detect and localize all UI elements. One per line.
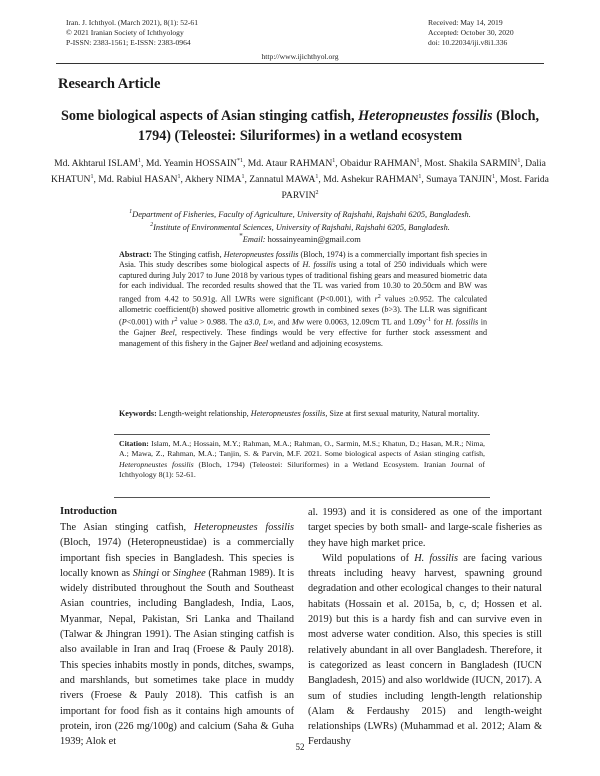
issn-line: P-ISSN: 2383-1561; E-ISSN: 2383-0964: [66, 38, 191, 47]
author: Akhery NIMA$^1$,: [184, 173, 250, 185]
section-heading-introduction: Introduction: [60, 506, 117, 517]
author: Zannatul MAWA$^1$,: [249, 173, 324, 185]
accepted-date: Accepted: October 30, 2020: [428, 28, 514, 37]
article-type: Research Article: [58, 76, 161, 92]
author: Md. Ashekur RAHMAN$^1$,: [323, 173, 427, 185]
author: Dalia KHATUN$^1$,: [51, 158, 546, 185]
title-species: Heteropneustes fossilis: [358, 108, 493, 124]
paragraph: al. 1993) and it is considered as one of the important target species by both small- and large-scale fisheries as they have high market price.: [308, 507, 542, 549]
author: Most. Farida PARVIN$^2$: [281, 173, 549, 201]
journal-header-right: [428, 18, 514, 48]
page-number: 52: [295, 742, 305, 752]
keywords: Keywords: Length-weight relationship, Heteropneustes fossilis, Size at first sexual maturity, Natural mortality.: [119, 409, 480, 418]
paragraph: The Asian stinging catfish, Heteropneustes fossilis (Bloch, 1974) (Heteropneustidae) is a commercially important fish species in Bangladesh. This species is locally known as Shingi or Singhee (Rahman 1989). It is widely distributed throughout the South and Southeast Asian countries, including Bangladesh, India, Laos, Myanmar, Nepal, Pakistan, Sri Lanka and Thailand (Talwar & Jhingran 1991). The Asian stinging catfish is also available in Iran and Iraq (Froese & Pauly 2018). This species inhabits mostly in ponds, ditches, swamps, and marshlands, but sometimes take place in muddy rivers (Froese & Pauly 2018). This catfish is an important for food fish as it contains high amounts of protein, iron (226 mg/100g) and calcium (Saha & Guha 1939; Alok et: [60, 522, 295, 748]
copyright-line: © 2021 Iranian Society of Ichthyology: [66, 28, 184, 37]
author: Md. Ataur RAHMAN$^1$,: [247, 158, 341, 170]
paragraph: Wild populations of H. fossilis are facing various threats including heavy harvest, spawning ground degradation and other ecological changes to their natural habitats (Hossain et al. 2015a, b, c, d; Hossen et al. 2019) but this is a hardy fish and can survive even in most adverse water condition. Also, this species is still relatively abundant in all over Bangladesh. Therefore, it is categorized as least concern in Bangladesh (IUCN Bangladesh, 2015) and also worldwide (IUCN, 2017). A sum of studies including length-length relationship (Alam & Ferdaushy 2015) and length-weight relationships (LWRs) (Muhammad et al. 2012; Alam & Ferdaushy: [308, 552, 542, 748]
author: Md. Rabiul HASAN$^1$,: [98, 173, 185, 185]
citation-box: Citation: Islam, M.A.; Hossain, M.Y.; Rahman, M.A.; Rahman, O., Sarmin, M.S.; Khatun, D.; Hasan, M.R.; Nima, A.; Mawa, Z., Rahman, M.A.; Tanjin, S. & Parvin, M.F. 2021. Some biological aspects of Asian stinging catfish, Heteropneustes fossilis (Bloch, 1794) (Teleostei: Siluriformes) in a Wetland Ecosystem. Iranian Journal of Ichthyology 8(1): 52-61.: [114, 434, 490, 498]
author: Sumaya TANJIN$^1$,: [426, 173, 500, 185]
affiliation-2: $^2$Institute of Environmental Sciences, University of Rajshahi, Rajshahi 6205, Bangladesh.: [150, 222, 450, 233]
affiliation-1: $^1$Department of Fisheries, Faculty of Agriculture, University of Rajshahi, Rajshahi 6205, Bangladesh.: [129, 209, 471, 219]
author: Md. Yeamin HOSSAIN$^{*1}$,: [145, 158, 248, 170]
body-column-left: [60, 505, 294, 749]
doi-line: doi: 10.22034/iji.v8i1.336: [428, 38, 508, 47]
body-column-right: [308, 505, 542, 750]
journal-header-left: [66, 18, 198, 48]
author: Most. Shakila SARMIN$^1$,: [424, 158, 526, 170]
paper-title: [48, 106, 552, 146]
journal-url[interactable]: http://www.ijichthyol.org: [261, 52, 339, 61]
header-rule: [56, 63, 544, 64]
title-part1: Some biological aspects of Asian stinging catfish,: [60, 108, 359, 124]
author-list: [48, 155, 552, 202]
received-date: Received: May 14, 2019: [428, 18, 503, 27]
journal-citation: Iran. J. Ichthyol. (March 2021), 8(1): 52-61: [66, 18, 199, 27]
author: Md. Akhtarul ISLAM$^1$,: [54, 158, 146, 170]
email-link[interactable]: hossainyeamin@gmail.com: [265, 234, 361, 244]
author: Obaidur RAHMAN$^1$,: [340, 158, 425, 170]
abstract: Abstract: The Stinging catfish, Heteropneustes fossilis (Bloch, 1974) is a commercially important fish species in Asia. This study describes some biological aspects of H. fossilis using a total of 250 individuals which were captured during July 2017 to June 2018 by various types of traditional fishing gears and measured biometric data for each individual. The recorded results showed that the TL was varied from 10.30 to 20.50cm and BW was ranged from 4.42 to 50.91g. All LWRs were significant (P<0.001), with $r^2$ values ≥0.952. The calculated allometric coefficient(b) showed positive allometric growth in combined sexes (b>3). The LLR was significant (P<0.001) with $r^2$ value > 0.988. The a3.0, L∞, and Mw were 0.0063, 12.09cm TL and $1.09y^{-1}$ for H. fossilis in the Gajner Beel, respectively. These findings would be very effective for further stock assessment and management of this fishery in the Gajner Beel wetland and adjoining ecosystems.: [119, 250, 488, 348]
affiliations: [48, 207, 552, 234]
title-part2: (Bloch, 1794) (Teleostei: Siluriformes) in a wetland ecosystem: [137, 108, 540, 144]
corresponding-email: *Email: hossainyeamin@gmail.com: [239, 232, 361, 244]
